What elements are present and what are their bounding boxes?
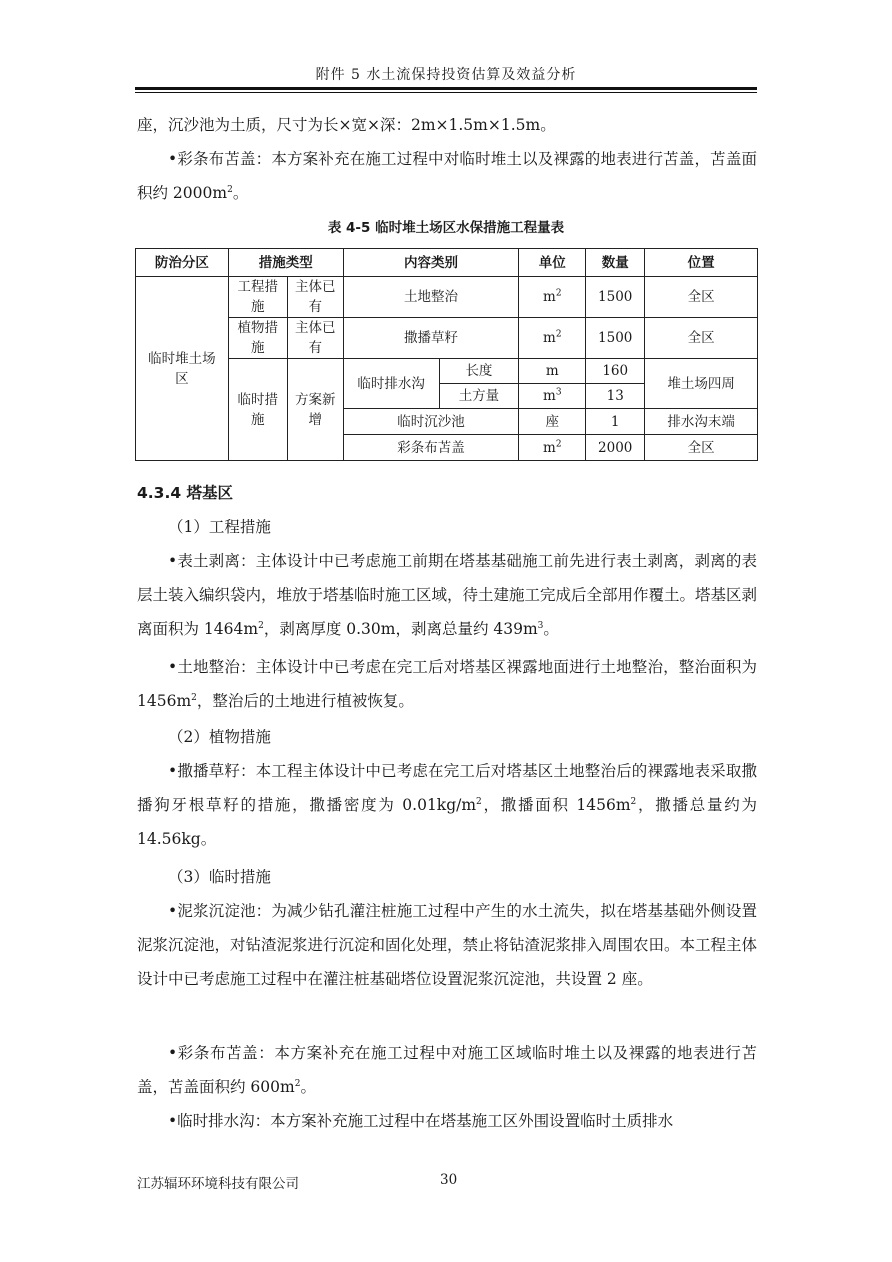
seeding-text: •撒播草籽：本工程主体设计中已考虑在完工后对塔基区土地整治后的裸露地表采取撒播狗牙根草籽的措施，撒播密度为 0.01kg/m	[137, 762, 757, 814]
header-unit: 单位	[519, 249, 586, 277]
header-rule-thin	[135, 92, 757, 93]
table-header-row	[136, 249, 758, 277]
qty-cell: 1	[586, 409, 645, 435]
location-cell: 排水沟末端	[645, 409, 758, 435]
content-cell: 临时排水沟	[343, 359, 439, 409]
qty-cell: 2000	[586, 435, 645, 461]
land-rehab-paragraph	[137, 650, 757, 718]
source-cell: 主体已有	[287, 277, 343, 318]
intro-line: 座，沉沙池为土质，尺寸为长×宽×深：2m×1.5m×1.5m。	[137, 116, 556, 134]
content-cell: 临时沉沙池	[343, 409, 519, 435]
unit-text: m	[543, 289, 556, 305]
page-header-title: 附件 5 水土流保持投资估算及效益分析	[315, 67, 577, 83]
drain-paragraph: •临时排水沟：本方案补充施工过程中在塔基施工区外围设置临时土质排水	[168, 1112, 674, 1130]
tarp-sup: 2	[227, 184, 233, 195]
land-rehab-text-2: ，整治后的土地进行植被恢复。	[196, 692, 414, 710]
qty-cell: 1500	[586, 277, 645, 318]
mud-pond-paragraph: •泥浆沉淀池：为减少钻孔灌注桩施工过程中产生的水土流失，拟在塔基基础外侧设置泥浆沉淀池，对钻渣泥浆进行沉淀和固化处理，禁止将钻渣泥浆排入周围农田。本工程主体设计中已考虑施工过程中在灌注桩基础塔位设置泥浆沉淀池，共设置 2 座。	[137, 902, 758, 988]
content-cell: 撒播草籽	[343, 318, 519, 359]
unit-text: m	[543, 388, 556, 404]
subheading-temporary: （3）临时措施	[168, 868, 271, 886]
header-measure-type: 措施类型	[228, 249, 343, 277]
topsoil-text-2: ，剥离厚度 0.30m，剥离总量约 439m	[263, 620, 538, 638]
content-cell: 土地整治	[343, 277, 519, 318]
qty-cell: 13	[586, 384, 645, 409]
seeding-text-2: ，撒播面积 1456m	[481, 796, 631, 814]
unit-cell	[519, 318, 586, 359]
section-heading: 4.3.4 塔基区	[137, 484, 234, 502]
header-rule-thick	[135, 87, 757, 90]
zone-cell: 临时堆土场区	[136, 277, 229, 461]
topsoil-text: •表土剥离：主体设计中已考虑施工前期在塔基基础施工前先进行表土剥离，剥离的表层土装入编织袋内，堆放于塔基临时施工区域，待土建施工完成后全部用作覆土。塔基区剥离面积为 1464m	[137, 552, 758, 638]
header-qty: 数量	[586, 249, 645, 277]
topsoil-paragraph	[137, 544, 757, 646]
unit-cell	[519, 384, 586, 409]
unit-cell	[519, 435, 586, 461]
type-cell: 工程措施	[228, 277, 287, 318]
tarp-paragraph-2	[137, 1036, 757, 1104]
subcontent-cell: 土方量	[439, 384, 519, 409]
seeding-sup: 2	[476, 796, 482, 807]
table-row	[136, 277, 758, 318]
table-caption: 表 4-5 临时堆土场区水保措施工程量表	[327, 220, 565, 236]
unit-sup: 2	[555, 329, 562, 340]
topsoil-text-3: 。	[543, 620, 559, 638]
unit-sup: 2	[555, 288, 562, 299]
unit-text: m	[543, 330, 556, 346]
topsoil-sup: 2	[258, 620, 264, 631]
tarp-text-2: •彩条布苫盖：本方案补充在施工过程中对施工区域临时堆土以及裸露的地表进行苫盖，苫盖面积约 600m	[137, 1044, 757, 1096]
land-rehab-text: •土地整治：主体设计中已考虑在完工后对塔基区裸露地面进行土地整治，整治面积为 1456m	[137, 658, 757, 710]
tarp-sup-2: 2	[294, 1078, 301, 1089]
footer-company: 江苏辐环环境科技有限公司	[137, 1176, 299, 1192]
subheading-vegetation: （2）植物措施	[168, 728, 271, 746]
location-cell: 全区	[645, 277, 758, 318]
topsoil-sup-2: 3	[537, 620, 544, 631]
unit-text: m	[543, 439, 556, 456]
source-cell: 主体已有	[287, 318, 343, 359]
tarp-text: •彩条布苫盖：本方案补充在施工过程中对临时堆土以及裸露的地表进行苫盖，苫盖面积约 2000m	[137, 150, 757, 202]
qty-cell: 160	[586, 359, 645, 384]
seeding-sup-2: 2	[630, 796, 637, 807]
unit-sup: 2	[555, 439, 562, 449]
unit-cell: m	[519, 359, 586, 384]
tarp-paragraph	[137, 142, 757, 210]
measures-table	[135, 248, 758, 461]
unit-cell: 座	[519, 409, 586, 435]
page-number: 30	[440, 1172, 458, 1188]
tarp-end: 。	[232, 184, 249, 202]
location-cell: 堆土场四周	[645, 359, 758, 409]
content-cell: 彩条布苫盖	[343, 435, 519, 461]
header-content: 内容类别	[343, 249, 519, 277]
header-location: 位置	[645, 249, 758, 277]
type-cell: 临时措施	[228, 359, 287, 461]
source-cell: 方案新增	[287, 359, 343, 461]
tarp-end-2: 。	[300, 1078, 316, 1096]
table-row	[136, 359, 758, 384]
seeding-text-3: ，撒播总量约为 14.56kg。	[137, 796, 757, 848]
seeding-paragraph	[137, 754, 757, 856]
qty-cell: 1500	[586, 318, 645, 359]
header-zone: 防治分区	[136, 249, 229, 277]
location-cell: 全区	[645, 318, 758, 359]
unit-cell	[519, 277, 586, 318]
land-rehab-sup: 2	[191, 692, 197, 703]
location-cell: 全区	[645, 435, 758, 461]
subcontent-cell: 长度	[439, 359, 519, 384]
type-cell: 植物措施	[228, 318, 287, 359]
unit-sup: 3	[555, 387, 562, 398]
table-row	[136, 318, 758, 359]
subheading-engineering: （1）工程措施	[168, 518, 271, 536]
